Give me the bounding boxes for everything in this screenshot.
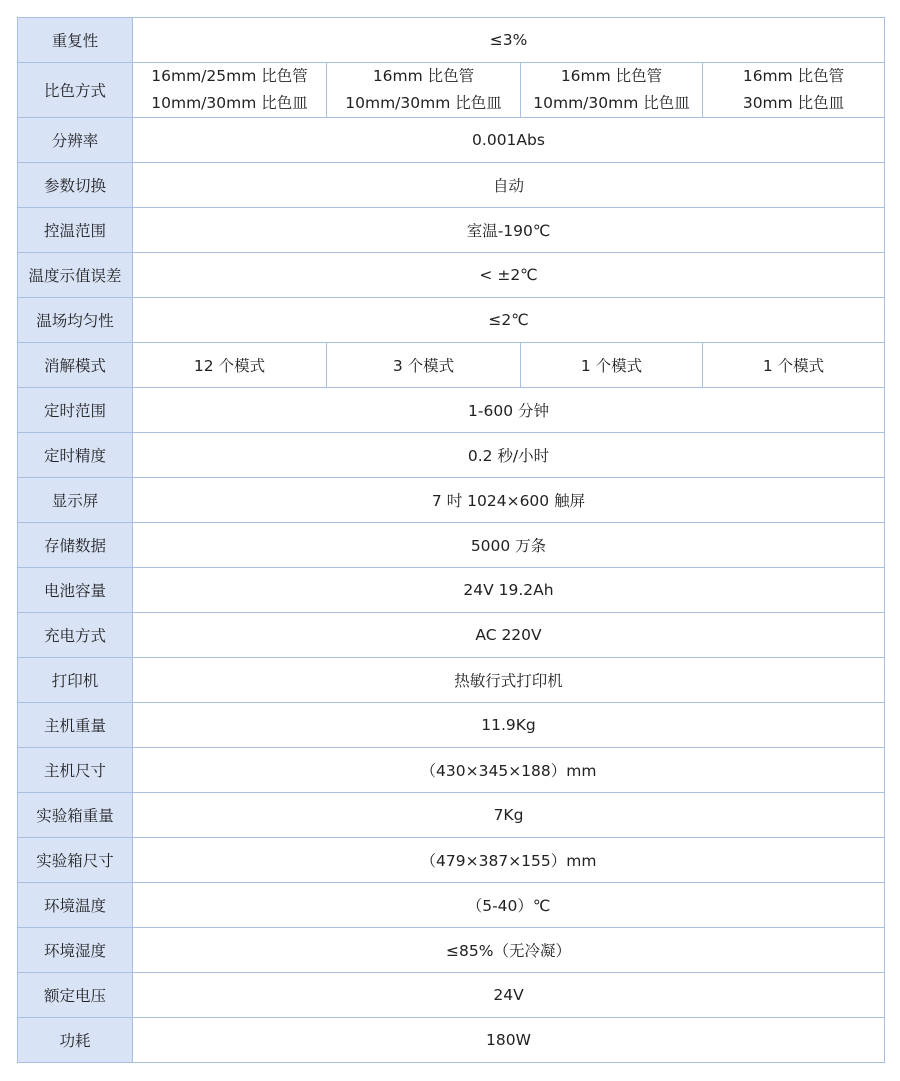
row-value: 180W [133,1018,885,1063]
row-label: 消解模式 [18,343,133,388]
table-row [18,658,885,703]
table-row [18,1018,885,1063]
row-value: 5000 万条 [133,523,885,568]
row-label: 电池容量 [18,568,133,613]
row-label: 显示屏 [18,478,133,523]
row-value: ≤85%（无冷凝） [133,928,885,973]
row-value: 7Kg [133,793,885,838]
row-value: 热敏行式打印机 [133,658,885,703]
row-label: 主机尺寸 [18,748,133,793]
row-label: 主机重量 [18,703,133,748]
row-label: 定时范围 [18,388,133,433]
row-value: 0.001Abs [133,118,885,163]
row-cell: 12 个模式 [133,343,327,388]
cell-line: 16mm/25mm 比色管 [151,67,308,85]
row-label: 重复性 [18,18,133,63]
spec-table [17,17,885,1063]
row-label: 充电方式 [18,613,133,658]
cell-line: 10mm/30mm 比色皿 [345,94,502,112]
row-label: 比色方式 [18,63,133,118]
row-value: 自动 [133,163,885,208]
table-row [18,388,885,433]
table-row [18,63,885,118]
row-label: 分辨率 [18,118,133,163]
row-label: 额定电压 [18,973,133,1018]
row-label: 功耗 [18,1018,133,1063]
row-cell [703,63,885,118]
table-row [18,928,885,973]
cell-line: 16mm 比色管 [742,67,845,85]
table-row [18,523,885,568]
table-row [18,703,885,748]
table-row [18,118,885,163]
row-cell: 1 个模式 [521,343,703,388]
row-value: ≤2℃ [133,298,885,343]
row-value: ≤3% [133,18,885,63]
table-row [18,748,885,793]
row-label: 环境湿度 [18,928,133,973]
row-value: （479×387×155）mm [133,838,885,883]
row-value: < ±2℃ [133,253,885,298]
row-value: 1-600 分钟 [133,388,885,433]
row-label: 实验箱尺寸 [18,838,133,883]
table-row [18,838,885,883]
row-label: 控温范围 [18,208,133,253]
row-value: 室温-190℃ [133,208,885,253]
row-label: 定时精度 [18,433,133,478]
row-label: 参数切换 [18,163,133,208]
row-cell [133,63,327,118]
cell-line: 10mm/30mm 比色皿 [533,94,690,112]
row-label: 打印机 [18,658,133,703]
table-row [18,613,885,658]
row-value: （430×345×188）mm [133,748,885,793]
row-value: 11.9Kg [133,703,885,748]
table-row [18,793,885,838]
table-row [18,433,885,478]
row-value: AC 220V [133,613,885,658]
table-row [18,973,885,1018]
row-label: 温度示值误差 [18,253,133,298]
row-cell: 3 个模式 [327,343,521,388]
cell-line: 30mm 比色皿 [742,94,845,112]
row-label: 环境温度 [18,883,133,928]
table-row [18,163,885,208]
row-cell [521,63,703,118]
table-row [18,18,885,63]
row-value: （5-40）℃ [133,883,885,928]
row-value: 7 吋 1024×600 触屏 [133,478,885,523]
row-label: 实验箱重量 [18,793,133,838]
row-value: 24V 19.2Ah [133,568,885,613]
row-value: 0.2 秒/小时 [133,433,885,478]
cell-line: 16mm 比色管 [560,67,663,85]
row-value: 24V [133,973,885,1018]
table-row [18,568,885,613]
table-row [18,298,885,343]
cell-line: 16mm 比色管 [372,67,475,85]
table-row [18,478,885,523]
table-row [18,208,885,253]
row-label: 温场均匀性 [18,298,133,343]
row-cell [327,63,521,118]
table-row [18,343,885,388]
row-cell: 1 个模式 [703,343,885,388]
row-label: 存储数据 [18,523,133,568]
table-row [18,253,885,298]
table-row [18,883,885,928]
cell-line: 10mm/30mm 比色皿 [151,94,308,112]
